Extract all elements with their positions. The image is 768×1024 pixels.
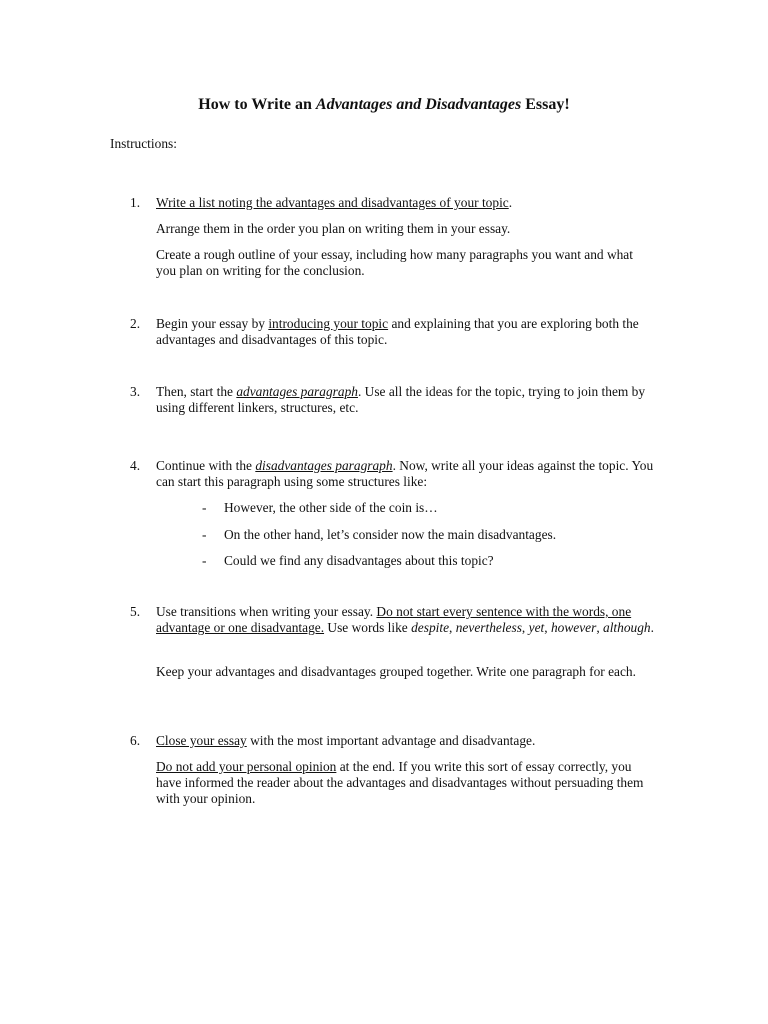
item-6-paragraph-1 [156,733,656,749]
item-number: 6. [130,733,141,748]
dash-marker: - [202,553,207,568]
italic-word: although [603,620,651,635]
item-4-text-end: . Now, write all your ideas against the topic. You can start this paragraph using some structures like: [156,458,654,489]
comma: , [521,620,529,635]
title-prefix: How to Write an [198,96,316,113]
item-4-text: Continue with the [156,458,256,473]
title-italic: Advantages and Disadvantages [315,96,522,113]
item-3-text-end: . Use all the ideas for the topic, trying to join them by using different linkers, structures, etc. [156,384,646,415]
italic-word: yet [528,620,545,635]
item-1-underlined: Write a list noting the advantages and disadvantages of your topic [156,195,509,210]
item-2-paragraph [156,316,656,348]
item-number: 3. [130,384,141,399]
title-suffix: Essay! [521,96,570,113]
item-1-paragraph-3: Create a rough outline of your essay, including how many paragraphs you want and what you plan on writing for the conclusion. [156,247,633,278]
item-4-underlined-italic: disadvantages paragraph [255,458,393,473]
item-2-underlined: introducing your topic [268,316,389,331]
bullet-text: Could we find any disadvantages about this topic? [224,553,494,568]
item-1-paragraph-2: Arrange them in the order you plan on writing them in your essay. [156,221,511,236]
item-5-underlined: Do not start every sentence with the words, one advantage or one disadvantage. [156,604,632,635]
item-2-text-end: and explaining that you are exploring both the advantages and disadvantages of this topic. [156,316,639,347]
item-4-paragraph [156,458,656,490]
item-5-text-mid: Use words like [324,620,412,635]
item-number: 2. [130,316,141,331]
dash-marker: - [202,500,207,515]
comma: , [449,620,456,635]
dash-marker: - [202,527,207,542]
document-title [0,95,768,115]
item-1-period: . [508,195,513,210]
item-number: 5. [130,604,141,619]
item-5-paragraph-2: Keep your advantages and disadvantages grouped together. Write one paragraph for each. [156,664,636,679]
item-5-paragraph-1 [156,604,656,636]
item-3-underlined-italic: advantages paragraph [236,384,358,399]
bullet-text: However, the other side of the coin is… [224,500,438,515]
item-1-line-1 [156,195,656,211]
item-3-text: Then, start the [156,384,237,399]
item-3-paragraph [156,384,656,416]
item-5-text: Use transitions when writing your essay. [156,604,377,619]
italic-word: nevertheless [455,620,522,635]
item-6-text: with the most important advantage and disadvantage. [246,733,536,748]
item-6-paragraph-2 [156,759,656,807]
italic-word: despite [411,620,450,635]
instructions-label: Instructions: [110,136,177,151]
period: . [650,620,654,635]
italic-word: however [550,620,597,635]
comma: , [544,620,551,635]
item-6-text-2: at the end. If you write this sort of essay correctly, you have informed the reader about the advantages and disadvantages without persuading them with your opinion. [156,759,644,806]
item-number: 4. [130,458,141,473]
item-6-underlined-2: Do not add your personal opinion [156,759,337,774]
comma: , [596,620,604,635]
item-2-text: Begin your essay by [156,316,269,331]
item-number: 1. [130,195,141,210]
bullet-text: On the other hand, let’s consider now the main disadvantages. [224,527,557,542]
item-6-underlined: Close your essay [156,733,247,748]
